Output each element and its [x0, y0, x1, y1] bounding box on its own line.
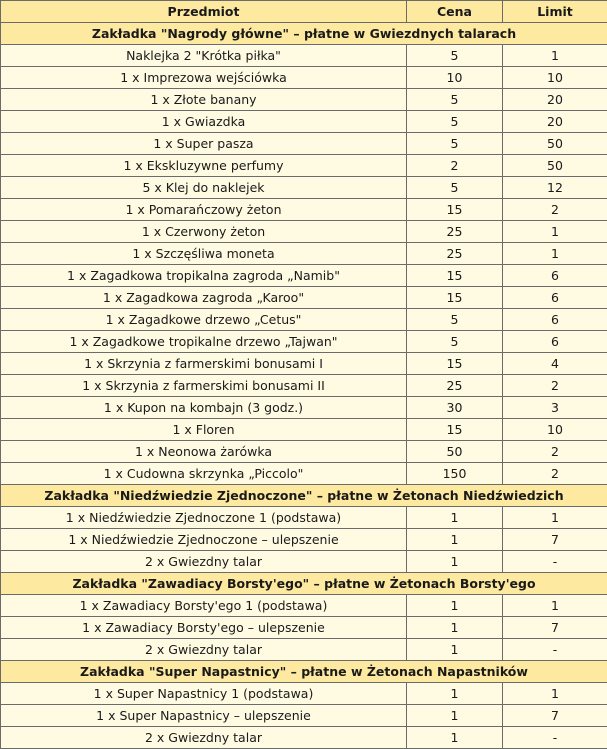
item-limit-cell: - [503, 639, 607, 661]
item-name-cell: 1 x Czerwony żeton [1, 221, 407, 243]
item-name-cell: 1 x Zagadkowa tropikalna zagroda „Namib" [1, 265, 407, 287]
item-name-cell: 1 x Super pasza [1, 133, 407, 155]
item-name-cell: 1 x Zawadiacy Borsty'ego – ulepszenie [1, 617, 407, 639]
item-limit-cell: 1 [503, 595, 607, 617]
table-row [1, 595, 607, 617]
item-limit-cell: 50 [503, 155, 607, 177]
item-name-cell: 1 x Złote banany [1, 89, 407, 111]
table-row [1, 551, 607, 573]
item-name-cell: 1 x Imprezowa wejściówka [1, 67, 407, 89]
item-limit-cell: 50 [503, 133, 607, 155]
table-row [1, 375, 607, 397]
item-limit-cell: - [503, 551, 607, 573]
item-name-cell: 1 x Pomarańczowy żeton [1, 199, 407, 221]
table-row [1, 287, 607, 309]
item-name-cell: 1 x Cudowna skrzynka „Piccolo" [1, 463, 407, 485]
item-limit-cell: 1 [503, 221, 607, 243]
section-header-row [1, 485, 607, 507]
item-limit-cell: 10 [503, 419, 607, 441]
item-price-cell: 1 [407, 705, 503, 727]
table-row [1, 243, 607, 265]
item-price-cell: 5 [407, 309, 503, 331]
table-row [1, 397, 607, 419]
item-price-cell: 5 [407, 331, 503, 353]
table-row [1, 617, 607, 639]
item-name-cell: 1 x Ekskluzywne perfumy [1, 155, 407, 177]
item-name-cell: 1 x Neonowa żarówka [1, 441, 407, 463]
item-name-cell: 1 x Kupon na kombajn (3 godz.) [1, 397, 407, 419]
item-limit-cell: 20 [503, 111, 607, 133]
table-row [1, 441, 607, 463]
item-name-cell: 1 x Szczęśliwa moneta [1, 243, 407, 265]
table-row [1, 705, 607, 727]
item-limit-cell: 4 [503, 353, 607, 375]
table-row [1, 529, 607, 551]
item-price-cell: 25 [407, 375, 503, 397]
item-limit-cell: 7 [503, 529, 607, 551]
section-title: Zakładka "Zawadiacy Borsty'ego" – płatne w Żetonach Borsty'ego [1, 573, 607, 595]
table-row [1, 507, 607, 529]
table-row [1, 309, 607, 331]
item-price-cell: 15 [407, 353, 503, 375]
item-limit-cell: 20 [503, 89, 607, 111]
section-title: Zakładka "Nagrody główne" – płatne w Gwiezdnych talarach [1, 23, 607, 45]
item-name-cell: 2 x Gwiezdny talar [1, 639, 407, 661]
item-limit-cell: 6 [503, 287, 607, 309]
item-name-cell: 1 x Zagadkowe tropikalne drzewo „Tajwan" [1, 331, 407, 353]
item-price-cell: 2 [407, 155, 503, 177]
item-name-cell: 1 x Super Napastnicy 1 (podstawa) [1, 683, 407, 705]
item-limit-cell: 7 [503, 705, 607, 727]
item-price-cell: 150 [407, 463, 503, 485]
table-row [1, 463, 607, 485]
item-price-cell: 1 [407, 727, 503, 749]
item-price-cell: 25 [407, 221, 503, 243]
table-row [1, 221, 607, 243]
item-price-cell: 1 [407, 639, 503, 661]
item-name-cell: 1 x Floren [1, 419, 407, 441]
table-row [1, 177, 607, 199]
item-limit-cell: - [503, 727, 607, 749]
item-price-cell: 1 [407, 683, 503, 705]
item-limit-cell: 6 [503, 265, 607, 287]
table-row [1, 111, 607, 133]
item-limit-cell: 10 [503, 67, 607, 89]
item-price-cell: 5 [407, 177, 503, 199]
item-price-cell: 5 [407, 133, 503, 155]
item-price-cell: 50 [407, 441, 503, 463]
item-price-cell: 15 [407, 199, 503, 221]
item-limit-cell: 2 [503, 463, 607, 485]
item-name-cell: 1 x Skrzynia z farmerskimi bonusami II [1, 375, 407, 397]
item-price-cell: 1 [407, 551, 503, 573]
item-price-cell: 15 [407, 287, 503, 309]
item-limit-cell: 6 [503, 309, 607, 331]
table-row [1, 683, 607, 705]
table-row [1, 155, 607, 177]
item-price-cell: 10 [407, 67, 503, 89]
item-price-cell: 15 [407, 419, 503, 441]
table-row [1, 45, 607, 67]
section-header-row [1, 661, 607, 683]
item-price-cell: 1 [407, 507, 503, 529]
item-name-cell: Naklejka 2 "Krótka piłka" [1, 45, 407, 67]
item-limit-cell: 1 [503, 683, 607, 705]
item-name-cell: 1 x Niedźwiedzie Zjednoczone 1 (podstawa) [1, 507, 407, 529]
item-price-cell: 30 [407, 397, 503, 419]
section-header-row [1, 573, 607, 595]
item-price-cell: 5 [407, 45, 503, 67]
header-item: Przedmiot [1, 1, 407, 23]
item-limit-cell: 2 [503, 199, 607, 221]
section-header-row [1, 23, 607, 45]
table-header-row [1, 1, 607, 23]
item-name-cell: 1 x Zagadkowa zagroda „Karoo" [1, 287, 407, 309]
item-limit-cell: 3 [503, 397, 607, 419]
table-row [1, 89, 607, 111]
table-row [1, 353, 607, 375]
table-row [1, 639, 607, 661]
item-limit-cell: 1 [503, 243, 607, 265]
item-name-cell: 1 x Zagadkowe drzewo „Cetus" [1, 309, 407, 331]
item-name-cell: 5 x Klej do naklejek [1, 177, 407, 199]
table-row [1, 199, 607, 221]
item-price-cell: 1 [407, 595, 503, 617]
item-name-cell: 1 x Niedźwiedzie Zjednoczone – ulepszenie [1, 529, 407, 551]
table-row [1, 133, 607, 155]
item-limit-cell: 6 [503, 331, 607, 353]
table-row [1, 265, 607, 287]
header-price: Cena [407, 1, 503, 23]
item-price-cell: 1 [407, 529, 503, 551]
table-row [1, 419, 607, 441]
table-row [1, 67, 607, 89]
item-limit-cell: 2 [503, 441, 607, 463]
item-name-cell: 1 x Zawadiacy Borsty'ego 1 (podstawa) [1, 595, 407, 617]
item-price-cell: 1 [407, 617, 503, 639]
section-title: Zakładka "Super Napastnicy" – płatne w Żetonach Napastników [1, 661, 607, 683]
item-name-cell: 1 x Gwiazdka [1, 111, 407, 133]
item-name-cell: 1 x Skrzynia z farmerskimi bonusami I [1, 353, 407, 375]
section-title: Zakładka "Niedźwiedzie Zjednoczone" – płatne w Żetonach Niedźwiedzich [1, 485, 607, 507]
item-name-cell: 2 x Gwiezdny talar [1, 727, 407, 749]
item-price-cell: 5 [407, 111, 503, 133]
table-row [1, 331, 607, 353]
item-price-cell: 15 [407, 265, 503, 287]
item-limit-cell: 2 [503, 375, 607, 397]
item-name-cell: 2 x Gwiezdny talar [1, 551, 407, 573]
header-limit: Limit [503, 1, 607, 23]
item-limit-cell: 1 [503, 45, 607, 67]
item-limit-cell: 1 [503, 507, 607, 529]
item-limit-cell: 12 [503, 177, 607, 199]
item-price-cell: 25 [407, 243, 503, 265]
item-price-cell: 5 [407, 89, 503, 111]
item-limit-cell: 7 [503, 617, 607, 639]
table-row [1, 727, 607, 749]
item-name-cell: 1 x Super Napastnicy – ulepszenie [1, 705, 407, 727]
